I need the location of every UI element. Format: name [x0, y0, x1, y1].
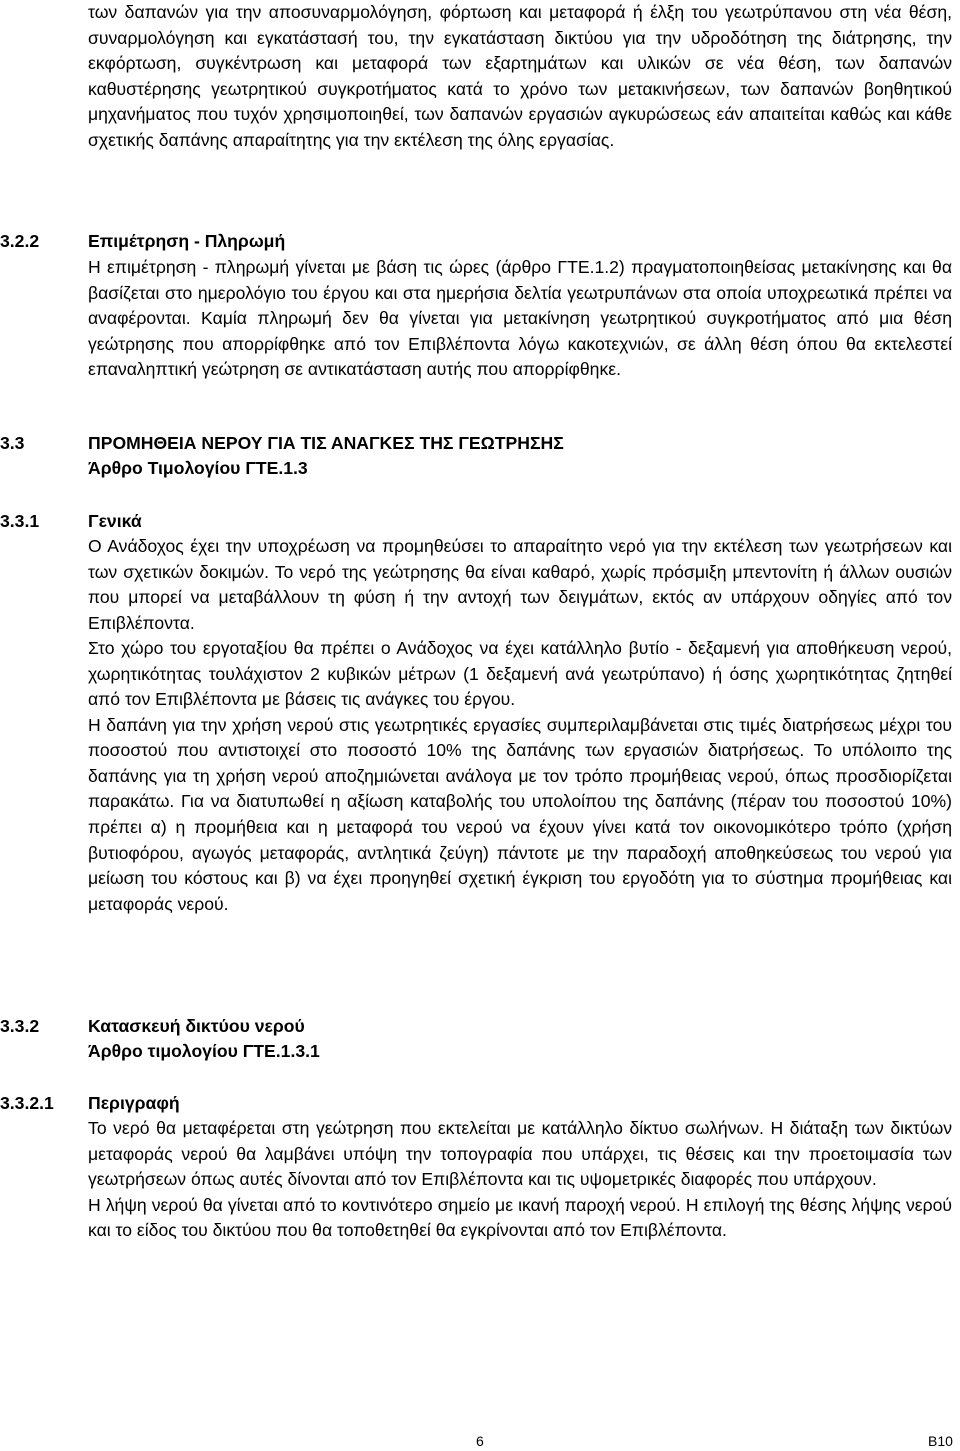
section-subtitle-3-3: Άρθρο Τιμολογίου ΓΤΕ.1.3: [88, 458, 308, 478]
section-3-3-1-body: [88, 534, 952, 917]
section-subtitle-3-3-2: Άρθρο τιμολογίου ΓΤΕ.1.3.1: [88, 1041, 320, 1061]
section-3-2-2-body: [88, 255, 952, 383]
section-title-3-3-2: Κατασκευή δικτύου νερού: [88, 1016, 305, 1036]
section-number-3-3-2-1: 3.3.2.1: [0, 1093, 54, 1113]
paragraph: Ο Ανάδοχος έχει την υποχρέωση να προμηθεύσει το απαραίτητο νερό για την εκτέλεση των γεωτρήσεων και των σχετικών δοκιμών. Το νερό της γεώτρησης θα είναι καθαρό, χωρίς πρόσμιξη μπεντονίτη ή άλλων ουσιών που μπορεί να μεταβάλλουν τη φύση ή την αντοχή των δειγμάτων, εκτός αν υπάρχουν οδηγίες από τον Επιβλέποντα.: [88, 536, 952, 633]
section-number-3-3: 3.3: [0, 433, 25, 453]
intro-paragraph: των δαπανών για την αποσυναρμολόγηση, φόρτωση και μεταφορά ή έλξη του γεωτρύπανου στη νέα θέση, συναρμολόγηση και εγκατάστασή του, την εγκατάσταση δικτύου για την υδροδότηση της διάτρησης, την εκφόρτωση, συγκέντρωση και μεταφορά των εξαρτημάτων και υλικών σε νέα θέση, των δαπανών καθυστέρησης γεωτρητικού συγκροτήματος κατά το χρόνο των μετακινήσεων, των δαπανών βοηθητικού μηχανήματος που τυχόν χρησιμοποιηθεί, των δαπανών εργασιών αγκυρώσεως εάν απαιτείται καθώς και κάθε σχετικής δαπάνης απαραίτητης για την εκτέλεση της όλης εργασίας.: [88, 2, 952, 150]
paragraph: Η επιμέτρηση - πληρωμή γίνεται με βάση τις ώρες (άρθρο ΓΤΕ.1.2) πραγματοποιηθείσας μετακίνησης και θα βασίζεται στο ημερολόγιο του έργου και στα ημερήσια δελτία γεωτρυπάνων στα οποία υποχρεωτικά πρέπει να αναφέρονται. Καμία πληρωμή δεν θα γίνεται για μετακίνηση γεωτρητικού συγκροτήματος από μια θέση γεώτρησης που απορρίφθηκε από τον Επιβλέποντα λόγω κακοτεχνιών, σε άλλη θέση όπου θα εκτελεστεί επαναληπτική γεώτρηση σε αντικατάσταση αυτής που απορρίφθηκε.: [88, 257, 952, 380]
section-title-3-2-2: Επιμέτρηση - Πληρωμή: [88, 231, 286, 251]
intro-section: [88, 0, 952, 153]
paragraph: Το νερό θα μεταφέρεται στη γεώτρηση που εκτελείται με κατάλληλο δίκτυο σωλήνων. Η διάταξη των δικτύων μεταφοράς νερού θα λαμβάνει υπόψη την τοπογραφία που υπάρχει, τις θέσεις και την προετοιμασία των γεωτρήσεων όπως αυτές δίνονται από τον Επιβλέποντα και τις υψομετρικές διαφορές που υπάρχουν.: [88, 1118, 952, 1190]
section-title-3-3-2-1: Περιγραφή: [88, 1093, 180, 1113]
paragraph: Η δαπάνη για την χρήση νερού στις γεωτρητικές εργασίες συμπεριλαμβάνεται στις τιμές διατρήσεως μέχρι του ποσοστού που αντιστοιχεί στο ποσοστό 10% της δαπάνης των εργασιών διατρήσεως. Το υπόλοιπο της δαπάνης για τη χρήση νερού αποζημιώνεται ανάλογα με τον τρόπο προμήθειας νερού, όπως προσδιορίζεται παρακάτω. Για να διατυπωθεί η αξίωση καταβολής του υπολοίπου της δαπάνης (πέραν του ποσοστού 10%) πρέπει α) η προμήθεια και η μεταφορά του νερού να έχουν γίνει κατά τον οικονομικότερο τρόπο (χρήση βυτιοφόρου, αγωγός μεταφοράς, αντλητικά ζεύγη) πάντοτε με την παραδοχή αποθηκεύσεως του νερού για μείωση του κόστους και β) να έχει προηγηθεί σχετική έγκριση του εργοδότη για το σύστημα προμήθειας και μεταφοράς νερού.: [88, 714, 952, 914]
paragraph: Η λήψη νερού θα γίνεται από το κοντινότερο σημείο με ικανή παροχή νερού. Η επιλογή της θέσης λήψης νερού και το είδος του δικτύου που θα τοποθετηθεί θα εγκρίνονται από τον Επιβλέποντα.: [88, 1194, 952, 1241]
section-number-3-2-2: 3.2.2: [0, 231, 40, 251]
section-title-3-3: ΠΡΟΜΗΘΕΙΑ ΝΕΡΟΥ ΓΙΑ ΤΙΣ ΑΝΑΓΚΕΣ ΤΗΣ ΓΕΩΤΡΗΣΗΣ: [88, 433, 564, 453]
section-number-3-3-1: 3.3.1: [0, 511, 40, 531]
section-title-3-3-1: Γενικά: [88, 511, 142, 531]
section-code: Β10: [928, 1433, 953, 1449]
section-3-3-2-1-body: [88, 1116, 952, 1244]
section-number-3-3-2: 3.3.2: [0, 1016, 40, 1036]
page-number: 6: [476, 1433, 484, 1449]
paragraph: Στο χώρο του εργοταξίου θα πρέπει ο Ανάδοχος να έχει κατάλληλο βυτίο - δεξαμενή για αποθήκευση νερού, χωρητικότητας τουλάχιστον 2 κυβικών μέτρων (1 δεξαμενή ανά γεωτρύπανο) ή όσης χωρητικότητας ζητηθεί από τον Επιβλέποντα με βάσεις τις ανάγκες του έργου.: [88, 638, 952, 710]
